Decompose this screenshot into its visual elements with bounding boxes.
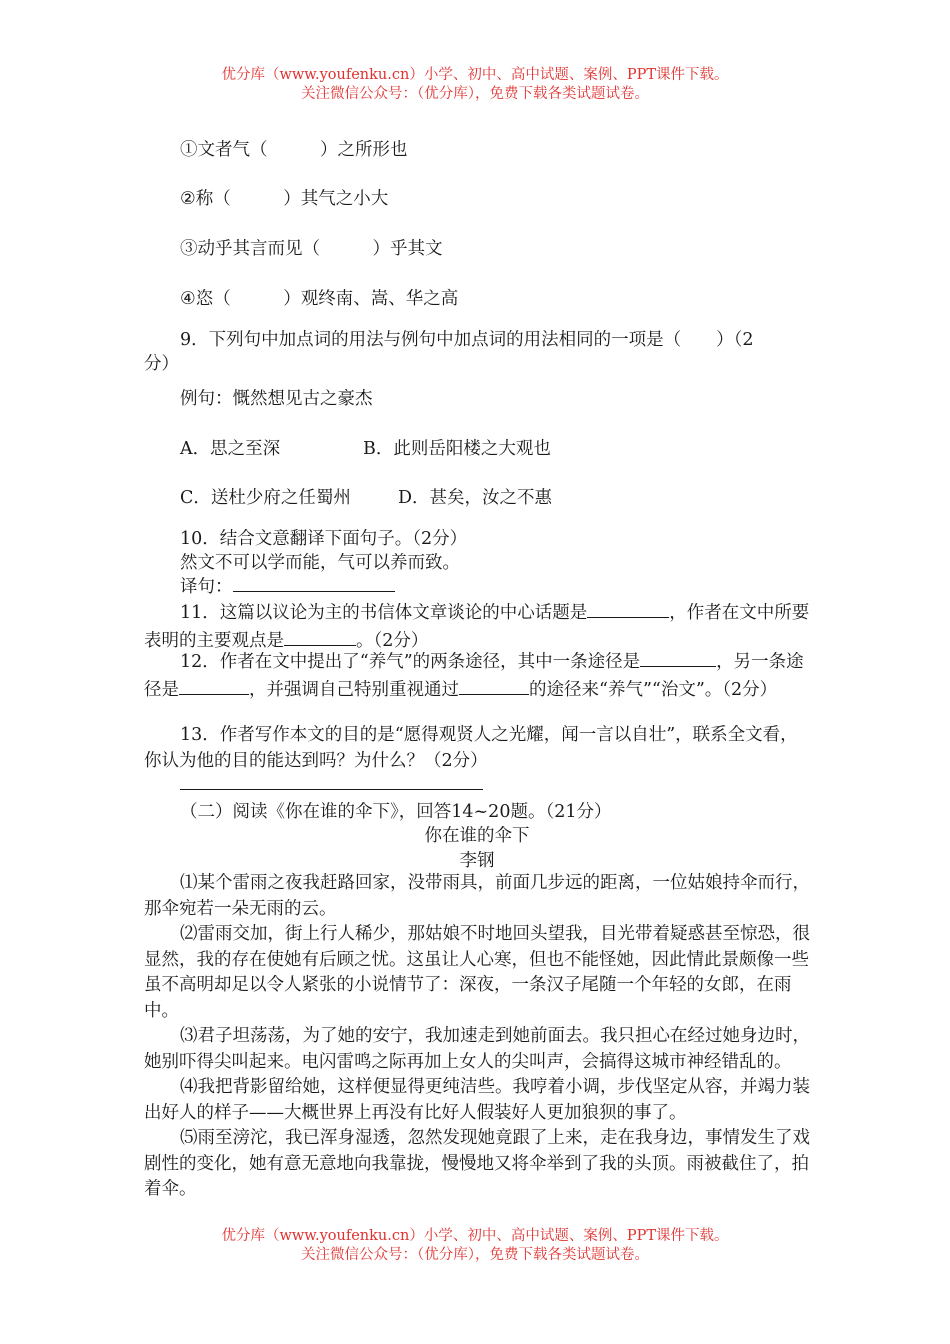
dotted-char: 气	[233, 136, 251, 161]
article-paragraph: ⑵雷雨交加，街上行人稀少，那姑娘不时地回头望我，目光带着疑惑甚至惊恐，很显然，我的存在使她有后顾之忧。这虽让人心寒，但也不能怪她，因此情此景颇像一些虽不高明却足以令人紧张的小说情节了：深夜，一条汉子尾随一个年轻的女郎，在雨中。	[144, 924, 810, 1021]
q9-options-cd	[144, 484, 552, 509]
answer-blank[interactable]	[587, 599, 669, 618]
article-paragraph: ⑴某个雷雨之夜我赶路回家，没带雨具，前面几步远的距离，一位姑娘持伞而行，那伞宛若一朵无雨的云。	[144, 873, 810, 919]
answer-blank[interactable]	[233, 573, 395, 592]
article-title: 你在谁的伞下	[424, 826, 530, 846]
q12: 12．作者在文中提出了“养气”的两条途径，其中一条途径是 ，另一条途径是 ，并强调自己特别重视通过 的途径来“养气”“治文”。（2分）	[144, 648, 810, 703]
q10-sentence: 然文不可以学而能，气可以养而致。	[180, 553, 460, 573]
dotted-char: 之	[320, 385, 338, 410]
answer-blank[interactable]	[459, 676, 529, 695]
q10-prompt: 10．结合文意翻译下面句子。（2分）	[180, 529, 468, 549]
footer-line-2: 关注微信公众号：（优分库），免费下载各类试题试卷。	[301, 1247, 649, 1263]
q9-option-d: D．甚矣，汝之不惠	[398, 488, 552, 508]
article-paragraph: ⑶君子坦荡荡，为了她的安宁，我加速走到她前面去。我只担心在经过她身边时，她别吓得尖叫起来。电闪雷鸣之际再加上女人的尖叫声，会搞得这城市神经错乱的。	[144, 1026, 810, 1072]
footer-line-1: 优分库（www.youfenku.cn）小学、初中、高中试题、案例、PPT课件下载。	[221, 1228, 729, 1244]
dotted-char: 之	[500, 484, 518, 509]
section-heading: （二）阅读《你在谁的伞下》，回答14~20题。（21分）	[180, 802, 612, 822]
dotted-char: 之	[281, 484, 299, 509]
article-paragraph: ⑸雨至滂沱，我已浑身湿透，忽然发现她竟跟了上来，走在我身边，事情发生了戏剧性的变化，她有意无意地向我靠拢，慢慢地又将伞举到了我的头顶。雨被截住了，拍着伞。	[144, 1128, 810, 1199]
item-4: ④恣（ ）观终南、嵩、华之高	[144, 285, 458, 310]
article-author: 李钢	[459, 851, 495, 871]
header-line-2: 关注微信公众号：（优分库），免费下载各类试题试卷。	[301, 86, 649, 102]
answer-blank[interactable]	[640, 648, 716, 667]
q9-option-a: A．思之至深	[180, 435, 363, 460]
page-footer	[0, 1227, 950, 1265]
q9-option-c: C．送杜少府之任蜀州	[180, 484, 398, 509]
item-2: ②称（ ）其气之小大	[144, 185, 388, 210]
q13: 13．作者写作本文的目的是“愿得观贤人之光耀，闻一言以自壮”，联系全文看，你认为他的目的能达到吗？为什么？（2分）	[144, 725, 798, 771]
article-paragraph: ⑷我把背影留给她，这样便显得更纯洁些。我哼着小调，步伐坚定从容，并竭力装出好人的样子——大概世界上再没有比好人假装好人更加狼狈的事了。	[144, 1077, 810, 1123]
q9-options-ab	[144, 435, 551, 460]
item-1: ①文者气（ ）之所形也	[144, 136, 408, 161]
article-body	[144, 871, 810, 1203]
q13-answer-blank[interactable]	[180, 789, 483, 790]
dotted-char: 恣	[196, 285, 214, 310]
dotted-char: 之	[228, 435, 246, 460]
q9-line-1: 9．下列句中加点词的用法与例句中加点词的用法相同的一项是（ ）（2	[180, 330, 754, 350]
dotted-char: 见	[285, 235, 303, 260]
page-header	[0, 66, 950, 104]
q9-option-b: B．此则岳阳楼之大观也	[363, 439, 551, 459]
answer-blank[interactable]	[179, 676, 249, 695]
dotted-char: 之	[481, 435, 499, 460]
q9-example: 例句：慨然想见古之豪杰	[144, 385, 373, 410]
dotted-char: 称	[196, 185, 214, 210]
q9-line-2: 分）	[144, 354, 179, 374]
answer-blank[interactable]	[284, 627, 356, 646]
item-3: ③动乎其言而见（ ）乎其文	[144, 235, 443, 260]
header-line-1: 优分库（www.youfenku.cn）小学、初中、高中试题、案例、PPT课件下载。	[221, 67, 729, 83]
q10-answer-line: 译句：	[144, 573, 395, 598]
q11: 11．这篇以议论为主的书信体文章谈论的中心话题是 ，作者在文中所要表明的主要观点是 。（2分）	[144, 599, 810, 654]
